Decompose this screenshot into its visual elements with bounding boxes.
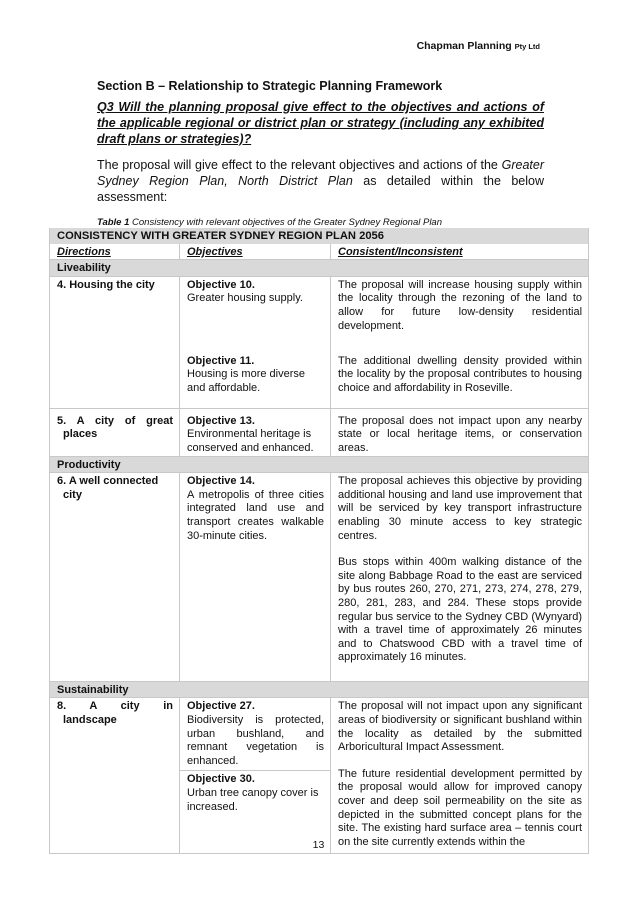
company-suffix: Pty Ltd [514, 42, 540, 51]
table-title-row [50, 228, 589, 244]
liveability-band [50, 260, 589, 277]
direction-connected-line2: city [63, 488, 82, 501]
objective-13-cell [180, 408, 331, 456]
intro-plan-names: Greater Sydney Region Plan, North District Plan [97, 158, 544, 188]
objective-10-text: Greater housing supply. [187, 292, 303, 305]
objective-27-cell [180, 698, 331, 771]
objective-14-assessment [331, 473, 589, 682]
company-name: Chapman Planning [416, 40, 512, 52]
objective-13-text: Environmental heritage is conserved and enhanced. [187, 428, 314, 454]
liveability-heading: Liveability [50, 260, 589, 277]
objective-10-cell [180, 276, 331, 351]
objective-11-title: Objective 11. [187, 354, 255, 367]
table-row [50, 408, 589, 456]
direction-connected-city [50, 473, 180, 682]
section-title: Section B – Relationship to Strategic Planning Framework [97, 79, 443, 93]
direction-landscape [50, 698, 180, 854]
question-heading: Q3 Will the planning proposal give effect to the objectives and actions of the applicable regional or district plan or strategy (including any exhibited draft plans or strategies)? [97, 100, 544, 146]
company-header [417, 40, 540, 52]
direction-places-line2: places [63, 428, 98, 441]
objective-13-assessment: The proposal does not impact upon any nearby state or local heritage items, or conservation areas. [331, 408, 589, 456]
direction-connected-line1: 6. A well connected [57, 475, 159, 488]
objective-10-title: Objective 10. [187, 278, 255, 291]
direction-landscape-line2: landscape [63, 714, 117, 727]
sustainability-band [50, 681, 589, 698]
intro-text-before: The proposal will give effect to the relevant objectives and actions of the [97, 158, 502, 172]
intro-text-after: as detailed within the below assessment: [97, 174, 544, 204]
direction-places [50, 408, 180, 456]
objective-14-cell [180, 473, 331, 682]
objective-30-text: Urban tree canopy cover is increased. [187, 787, 319, 813]
objective-14-assessment-p2: Bus stops within 400m walking distance of the site along Babbage Road to the east are serviced by bus routes 260, 270, 271, 273, 274, 278, 279, 280, 281, 283, and 284. These stops provide regular bus service to the Sydney CBD (Wynyard) with a travel time of approximately 26 minutes and to Chatswood CBD with a travel time of approximately 16 minutes. [338, 556, 583, 664]
objective-14-title: Objective 14. [187, 475, 255, 488]
table-row [50, 473, 589, 682]
table-row [50, 698, 589, 771]
objective-27-text: Biodiversity is protected, urban bushland, and remnant vegetation is enhanced. [187, 714, 324, 767]
consistency-table [49, 228, 589, 854]
objective-27-assessment: The proposal will not impact upon any significant areas of biodiversity or significant bushland within the locality as detailed by the submitted Arboricultural Impact Assessment. [338, 700, 583, 754]
sustainability-heading: Sustainability [50, 681, 589, 698]
objective-13-title: Objective 13. [187, 414, 255, 427]
table-row [50, 276, 589, 351]
objective-11-cell [180, 351, 331, 409]
sustainability-assessment [331, 698, 589, 854]
objective-14-assessment-p1: The proposal achieves this objective by providing additional housing and land use improvement that will be serviced by key transport infrastructure enabling 30 minute access to key strategic centres. [338, 475, 583, 542]
objective-14-text: A metropolis of three cities integrated land use and transport creates walkable 30-minute cities. [187, 488, 324, 542]
page-number: 13 [312, 839, 325, 851]
header-directions: Directions [50, 244, 180, 260]
objective-10-assessment: The proposal will increase housing supply within the locality through the rezoning of the land to allow for future low-density residential development. [331, 276, 589, 351]
direction-landscape-line1: 8. A city in [57, 700, 173, 713]
productivity-heading: Productivity [50, 456, 589, 473]
header-consistency: Consistent/Inconsistent [331, 244, 589, 260]
header-objectives: Objectives [180, 244, 331, 260]
objective-11-text: Housing is more diverse and affordable. [187, 368, 305, 394]
objective-30-assessment: The future residential development permitted by the proposal would allow for improved canopy cover and deep soil permeability on the site as depicted in the submitted concept plans for the site. The existing hard surface area – tennis court on the site currently extends within the [338, 767, 583, 848]
direction-housing: 4. Housing the city [50, 276, 180, 408]
objective-30-title: Objective 30. [187, 773, 255, 786]
direction-places-line1: 5. A city of great [57, 414, 173, 427]
intro-paragraph [97, 157, 544, 205]
objective-27-title: Objective 27. [187, 700, 255, 713]
table-caption [97, 217, 442, 228]
table-title: CONSISTENCY WITH GREATER SYDNEY REGION PLAN 2056 [50, 228, 589, 244]
caption-text: Consistency with relevant objectives of the Greater Sydney Regional Plan [129, 217, 442, 228]
table-header-row [50, 244, 589, 260]
objective-11-assessment: The additional dwelling density provided within the locality by the proposal contributes to housing choice and affordability in Roseville. [331, 351, 589, 409]
productivity-band [50, 456, 589, 473]
caption-label: Table 1 [97, 217, 130, 228]
